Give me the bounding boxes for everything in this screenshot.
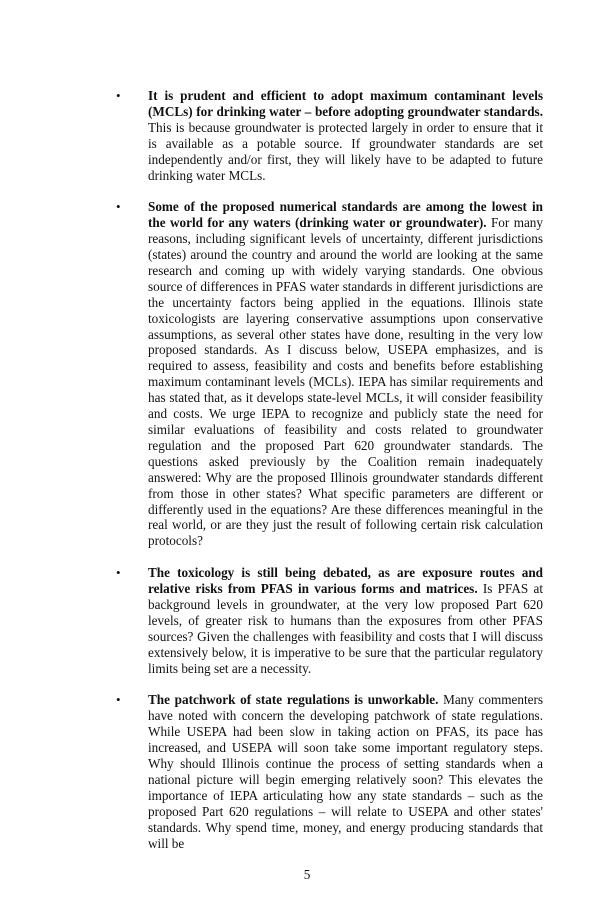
bullet-item [116, 88, 543, 183]
bullet-item [116, 692, 543, 851]
bullet-icon: • [116, 199, 121, 215]
bullet-icon: • [116, 692, 121, 708]
bullet-lead: The patchwork of state regulations is unworkable. [148, 692, 439, 708]
bullet-item [116, 565, 543, 676]
document-body [116, 88, 543, 851]
bullet-lead: Some of the proposed numerical standards are among the lowest in the world for any waters (drinking water or groundwater). [148, 199, 543, 231]
bullet-body: Many commenters have noted with concern the developing patchwork of state regulations. While USEPA had been slow in taking action on PFAS, its pace has increased, and USEPA will soon take some important regulatory steps. Why should Illinois continue the process of setting standards when a national picture will begin emerging relatively soon? This elevates the importance of IEPA articulating how any state standards – such as the proposed Part 620 regulations – will relate to USEPA and other states' standards. Why spend time, money, and energy producing standards that will be [148, 692, 543, 851]
bullet-lead: The toxicology is still being debated, as are exposure routes and relative risks from PFAS in various forms and matrices. [148, 565, 543, 597]
bullet-body: This is because groundwater is protected largely in order to ensure that it is available as a potable source. If groundwater standards are set independently and/or first, they will likely have to be adapted to future drinking water MCLs. [148, 119, 543, 183]
bullet-icon: • [116, 88, 121, 103]
page-number: 5 [303, 867, 311, 883]
bullet-icon: • [116, 565, 121, 581]
bullet-body: Is PFAS at background levels in groundwater, at the very low proposed Part 620 levels, of greater risk to humans than the exposures from other PFAS sources? Given the challenges with feasibility and costs that I will discuss extensively below, it is imperative to be sure that the particular regulatory limits being set are a necessity. [148, 581, 543, 676]
bullet-item [116, 199, 543, 549]
bullet-lead: It is prudent and efficient to adopt maximum contaminant levels (MCLs) for drinking water – before adopting groundwater standards. [148, 88, 543, 119]
bullet-body: For many reasons, including significant levels of uncertainty, different jurisdictions (states) around the country and around the world are looking at the same research and coming up with widely varying standards. One obvious source of differences in PFAS water standards in different jurisdictions are the uncertainty factors being applied in the equations. Illinois state toxicologists are layering conservative assumptions upon conservative assumptions, as several other states have done, resulting in the very low proposed standards. As I discuss below, USEPA emphasizes, and is required to assess, feasibility and costs and benefits before establishing maximum contaminant levels (MCLs). IEPA has similar requirements and has stated that, as it develops state-level MCLs, it will consider feasibility and costs. We urge IEPA to recognize and publicly state the need for similar evaluations of feasibility and costs related to groundwater regulation and the proposed Part 620 groundwater standards. The questions asked previously by the Coalition remain inadequately answered: Why are the proposed Illinois groundwater standards different from those in other states? What specific parameters are different or differently used in the equations? Are these differences meaningful in the real world, or are they just the result of following certain risk calculation protocols? [148, 215, 543, 549]
